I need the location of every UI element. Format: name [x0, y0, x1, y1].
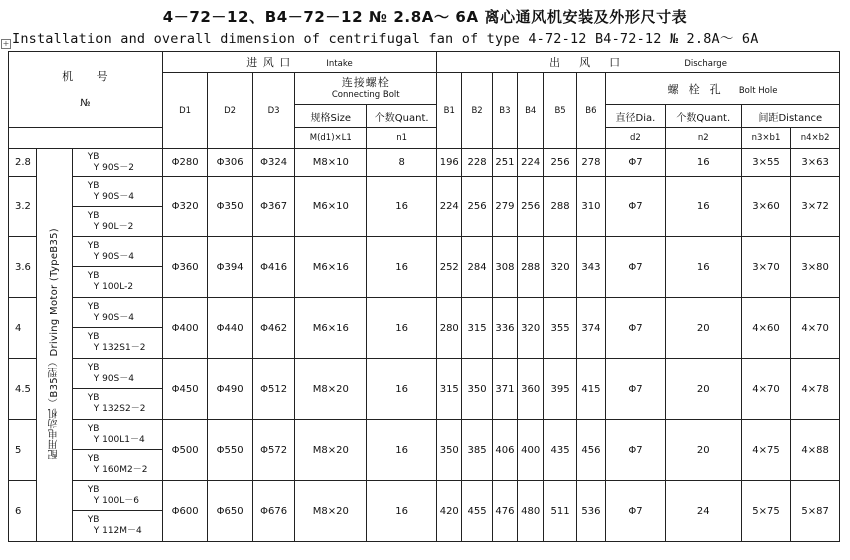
value-b1: 315: [437, 359, 462, 420]
value-b6: 536: [576, 481, 605, 542]
machine-no-symbol: №: [80, 97, 91, 109]
machine-number: 4.5: [9, 359, 37, 420]
intake-header: [162, 52, 436, 73]
table-anchor-icon[interactable]: +: [2, 39, 10, 48]
value-b4: 320: [518, 298, 544, 359]
value-d2: Φ490: [208, 359, 253, 420]
discharge-label-cn: 出 风 口: [549, 56, 622, 69]
value-distance2: 4×70: [791, 298, 840, 359]
value-d2: Φ550: [208, 420, 253, 481]
motor-model-bottom: Y 90S－4: [93, 312, 134, 323]
value-b6: 456: [576, 420, 605, 481]
value-d2: Φ440: [208, 298, 253, 359]
table-body: [9, 149, 840, 542]
bolt-hole-header: [606, 73, 840, 105]
value-bolt-size: M8×20: [295, 420, 367, 481]
motor-model-bottom: Y 160M2－2: [93, 465, 148, 475]
connecting-bolt-header: [295, 73, 437, 105]
distance1-symbol: n3×b1: [741, 128, 791, 149]
motor-model-top: YB: [87, 151, 100, 162]
col-b1: B1: [437, 73, 462, 149]
motor-model: [72, 149, 162, 177]
value-bolt-size: M8×20: [295, 359, 367, 420]
motor-model-top: YB: [87, 271, 100, 281]
value-b1: 280: [437, 298, 462, 359]
value-distance2: 4×88: [791, 420, 840, 481]
machine-number: 2.8: [9, 149, 37, 177]
motor-model: [72, 420, 162, 450]
discharge-label-en: Discharge: [684, 59, 727, 69]
col-b2: B2: [462, 73, 492, 149]
motor-model-bottom: Y 90S－4: [93, 251, 134, 262]
machine-number: 5: [9, 420, 37, 481]
value-bolt-size: M8×20: [295, 481, 367, 542]
table-row: [9, 359, 840, 389]
discharge-header: [437, 52, 840, 73]
value-d3: Φ572: [252, 420, 295, 481]
motor-model: [72, 237, 162, 267]
value-d1: Φ360: [162, 237, 208, 298]
motor-model-top: YB: [87, 362, 100, 373]
value-distance1: 4×70: [741, 359, 791, 420]
page-title-english: Installation and overall dimension of centrifugal fan of type 4-72-12 B4-72-12 № 2.8A～ 6A: [12, 31, 759, 47]
value-hole-dia: Φ7: [606, 481, 666, 542]
motor-model-top: YB: [87, 423, 100, 434]
machine-no-spacer: [9, 128, 163, 149]
value-bolt-size: M6×16: [295, 298, 367, 359]
value-distance2: 3×63: [791, 149, 840, 177]
motor-model-bottom: Y 90S－4: [93, 191, 134, 202]
value-bolt-quant: 16: [367, 481, 437, 542]
distance2-symbol: n4×b2: [791, 128, 840, 149]
value-distance2: 4×78: [791, 359, 840, 420]
value-hole-quant: 24: [665, 481, 741, 542]
col-d2: D2: [208, 73, 253, 149]
intake-label-en: Intake: [326, 59, 353, 69]
value-b3: 308: [492, 237, 517, 298]
machine-no-label: 机 号: [62, 69, 109, 83]
value-bolt-size: M6×10: [295, 177, 367, 237]
bolt-quant-header: 个数Quant.: [367, 105, 437, 128]
motor-model-top: YB: [87, 332, 100, 342]
driving-motor-text: 配用电动机（B35型）Driving Motor (TypeB35): [49, 227, 61, 460]
value-hole-quant: 20: [665, 298, 741, 359]
value-hole-dia: Φ7: [606, 359, 666, 420]
motor-model: [72, 267, 162, 298]
value-hole-dia: Φ7: [606, 298, 666, 359]
motor-model-top: YB: [87, 515, 100, 525]
value-b1: 224: [437, 177, 462, 237]
hole-dia-symbol: d2: [606, 128, 666, 149]
value-b4: 480: [518, 481, 544, 542]
value-d3: Φ676: [252, 481, 295, 542]
value-b5: 320: [544, 237, 576, 298]
motor-model-top: YB: [87, 484, 100, 495]
hole-dia-header: 直径Dia.: [606, 105, 666, 128]
motor-model-top: YB: [87, 454, 100, 464]
machine-number: 3.2: [9, 177, 37, 237]
motor-model-bottom: Y 90S－2: [93, 162, 134, 173]
value-hole-quant: 16: [665, 177, 741, 237]
value-d1: Φ400: [162, 298, 208, 359]
value-d3: Φ416: [252, 237, 295, 298]
value-hole-quant: 20: [665, 420, 741, 481]
table-row: [9, 298, 840, 328]
motor-model-bottom: Y 132S2－2: [93, 404, 146, 414]
value-d1: Φ450: [162, 359, 208, 420]
value-b1: 350: [437, 420, 462, 481]
value-hole-quant: 20: [665, 359, 741, 420]
value-b3: 251: [492, 149, 517, 177]
col-b3: B3: [492, 73, 517, 149]
motor-model-bottom: Y 100L1－4: [93, 434, 145, 445]
col-b4: B4: [518, 73, 544, 149]
col-d1: D1: [162, 73, 208, 149]
hole-quant-header: 个数Quant.: [665, 105, 741, 128]
value-b4: 256: [518, 177, 544, 237]
value-hole-dia: Φ7: [606, 420, 666, 481]
value-hole-quant: 16: [665, 149, 741, 177]
value-distance2: 5×87: [791, 481, 840, 542]
value-b2: 385: [462, 420, 492, 481]
value-hole-dia: Φ7: [606, 237, 666, 298]
motor-model: [72, 389, 162, 420]
value-bolt-quant: 16: [367, 420, 437, 481]
driving-motor-label: [37, 149, 72, 542]
value-bolt-quant: 8: [367, 149, 437, 177]
value-b3: 279: [492, 177, 517, 237]
motor-model-bottom: Y 90L－2: [93, 221, 134, 232]
motor-model: [72, 450, 162, 481]
table-row: [9, 481, 840, 511]
value-b5: 288: [544, 177, 576, 237]
value-b6: 310: [576, 177, 605, 237]
col-b6: B6: [576, 73, 605, 149]
value-b6: 343: [576, 237, 605, 298]
machine-number: 6: [9, 481, 37, 542]
bolt-size-symbol: M(d1)×L1: [295, 128, 367, 149]
value-b5: 256: [544, 149, 576, 177]
value-b1: 420: [437, 481, 462, 542]
bolt-hole-cn: 螺 栓 孔: [667, 82, 722, 96]
motor-model-top: YB: [87, 393, 100, 403]
value-b6: 278: [576, 149, 605, 177]
hole-distance-header: 间距Distance: [741, 105, 839, 128]
intake-label-cn: 进 风 口: [246, 56, 292, 69]
value-hole-quant: 16: [665, 237, 741, 298]
value-d3: Φ512: [252, 359, 295, 420]
value-b2: 455: [462, 481, 492, 542]
value-b5: 511: [544, 481, 576, 542]
table-row: [9, 237, 840, 267]
value-b4: 400: [518, 420, 544, 481]
value-distance1: 4×75: [741, 420, 791, 481]
value-distance1: 3×70: [741, 237, 791, 298]
value-d3: Φ367: [252, 177, 295, 237]
motor-model-top: YB: [87, 240, 100, 251]
dimension-table: [8, 51, 840, 542]
value-hole-dia: Φ7: [606, 177, 666, 237]
motor-model-bottom: Y 90S－4: [93, 373, 134, 384]
motor-model: [72, 298, 162, 328]
machine-no-header: [9, 52, 163, 128]
value-d2: Φ350: [208, 177, 253, 237]
value-distance2: 3×72: [791, 177, 840, 237]
value-b1: 196: [437, 149, 462, 177]
value-d2: Φ306: [208, 149, 253, 177]
value-bolt-size: M8×10: [295, 149, 367, 177]
connecting-bolt-cn: 连接螺栓: [341, 75, 390, 89]
motor-model-bottom: Y 132S1－2: [93, 343, 146, 353]
table-row: [9, 420, 840, 450]
value-b2: 228: [462, 149, 492, 177]
value-d2: Φ394: [208, 237, 253, 298]
value-d1: Φ600: [162, 481, 208, 542]
table-row: [9, 177, 840, 207]
value-b5: 435: [544, 420, 576, 481]
value-d2: Φ650: [208, 481, 253, 542]
value-bolt-size: M6×16: [295, 237, 367, 298]
motor-model-top: YB: [87, 180, 100, 191]
bolt-quant-symbol: n1: [367, 128, 437, 149]
value-b2: 256: [462, 177, 492, 237]
value-d3: Φ462: [252, 298, 295, 359]
motor-model-bottom: Y 100L－6: [93, 495, 140, 506]
col-b5: B5: [544, 73, 576, 149]
motor-model: [72, 359, 162, 389]
value-distance2: 3×80: [791, 237, 840, 298]
motor-model: [72, 177, 162, 207]
table-row: [9, 149, 840, 177]
value-b1: 252: [437, 237, 462, 298]
value-bolt-quant: 16: [367, 298, 437, 359]
value-b2: 315: [462, 298, 492, 359]
value-b4: 360: [518, 359, 544, 420]
value-b6: 415: [576, 359, 605, 420]
connecting-bolt-en: Connecting Bolt: [331, 89, 400, 100]
value-b6: 374: [576, 298, 605, 359]
value-b3: 371: [492, 359, 517, 420]
bolt-size-header: 规格Size: [295, 105, 367, 128]
value-distance1: 3×60: [741, 177, 791, 237]
motor-model-bottom: Y 100L-2: [93, 282, 134, 292]
value-b3: 476: [492, 481, 517, 542]
machine-number: 4: [9, 298, 37, 359]
motor-model: [72, 328, 162, 359]
value-d1: Φ280: [162, 149, 208, 177]
value-b2: 284: [462, 237, 492, 298]
motor-model-top: YB: [87, 210, 100, 221]
value-b5: 395: [544, 359, 576, 420]
value-b4: 224: [518, 149, 544, 177]
motor-model-bottom: Y 112M－4: [93, 526, 142, 536]
value-b5: 355: [544, 298, 576, 359]
hole-quant-symbol: n2: [665, 128, 741, 149]
col-d3: D3: [252, 73, 295, 149]
value-b3: 336: [492, 298, 517, 359]
machine-number: 3.6: [9, 237, 37, 298]
value-bolt-quant: 16: [367, 237, 437, 298]
motor-model: [72, 511, 162, 542]
value-d1: Φ500: [162, 420, 208, 481]
value-d3: Φ324: [252, 149, 295, 177]
value-b2: 350: [462, 359, 492, 420]
value-b3: 406: [492, 420, 517, 481]
motor-model: [72, 481, 162, 511]
value-bolt-quant: 16: [367, 177, 437, 237]
motor-model: [72, 207, 162, 237]
page-title-chinese: 4－72－12、B4－72－12 № 2.8A～ 6A 离心通风机安装及外形尺寸表: [162, 8, 688, 26]
bolt-hole-en: Bolt Hole: [738, 85, 778, 96]
value-hole-dia: Φ7: [606, 149, 666, 177]
value-distance1: 4×60: [741, 298, 791, 359]
value-d1: Φ320: [162, 177, 208, 237]
value-b4: 288: [518, 237, 544, 298]
value-distance1: 5×75: [741, 481, 791, 542]
motor-model-top: YB: [87, 301, 100, 312]
value-bolt-quant: 16: [367, 359, 437, 420]
value-distance1: 3×55: [741, 149, 791, 177]
